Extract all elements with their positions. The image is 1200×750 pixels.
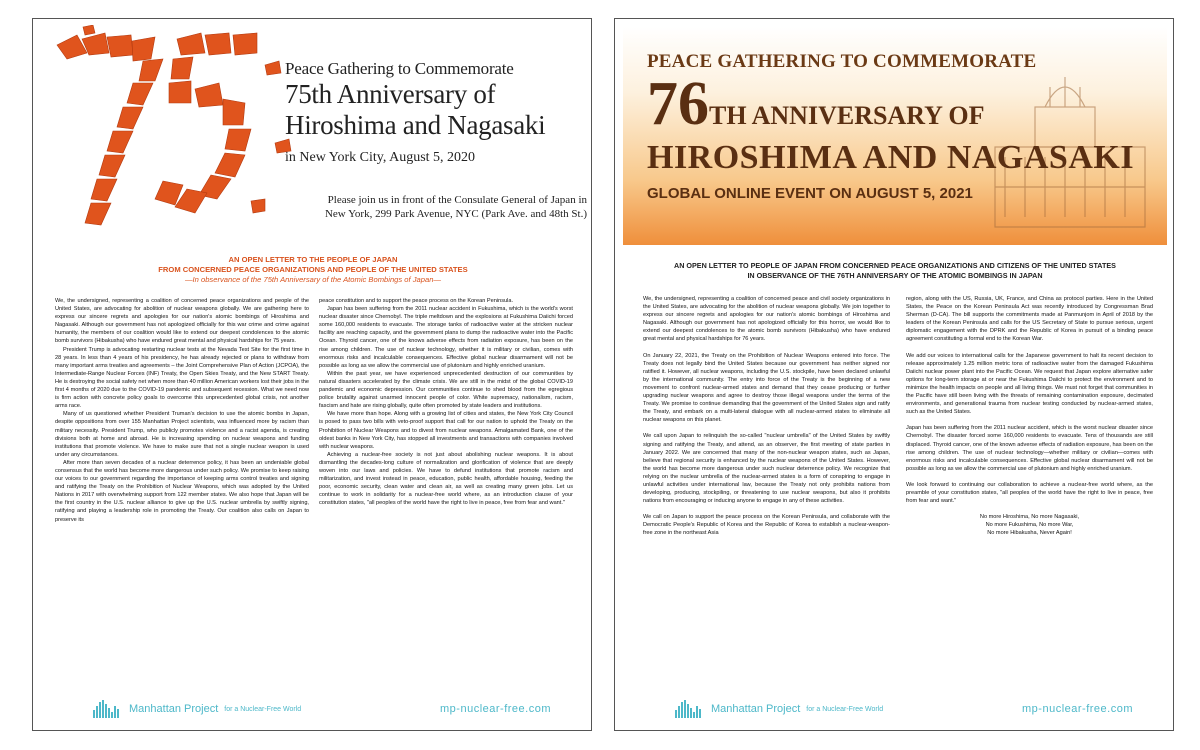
skyline-logo-icon <box>675 700 701 718</box>
paragraph: Within the past year, we have experienced unprecedented destruction of our communities by natural disasters accelerated by the climate crisis. We are still in the midst of the global COVID-19 pandemic and economic depression. Our communities continue to shed blood from the egregious police brutality against unarmed innocent people of color. White supremacy, nationalism, racism, fascism and hate are rising globally, quite often promoted by state leaders and institutions. <box>319 370 573 410</box>
event-title <box>285 59 585 167</box>
paragraph: On January 22, 2021, the Treaty on the Prohibition of Nuclear Weapons entered into force. The Treaty does not legally bind the United States because our government has neither signed nor ratified it. However, all nuclear weapons, including the U.S. stockpile, have been declared unlawful by the international community. The entry into force of the Treaty is the beginning of a new movement to confront nuclear-armed states and demand that they cease producing or further upgrading nuclear weapons and agree to destroy those illegal weapons under the terms of the Treaty. We promise to continue demanding that the government of the United States sign and ratify the Treaty, and embark on a multi-lateral dialogue with all nuclear-armed states to eliminate all nuclear weapons on this planet. <box>643 352 890 424</box>
paragraph: We call on Japan to support the peace process on the Korean Peninsula, and collaborate with the Democratic People's Republic of Korea and the Republic of Korea to establish a nuclear-weapon-free zone in the northeast Asia <box>643 514 890 537</box>
paragraph: Japan has been suffering from the 2011 nuclear accident, which is the worst nuclear disaster since Chernobyl. The disaster forced some 160,000 residents to evacuate. Tens of thousands are still displaced. Thyroid cancer, one of the known adverse effects of radiation exposure, has been on the rise among children. The use of nuclear technology—whether military or civilian—comes with enormous risks and incalculable consequences. Effective global nuclear disarmament will not be possible as long as we allow the commercial use of plutonium and highly enriched uranium. <box>906 425 1153 472</box>
paragraph: Japan has been suffering from the 2011 nuclear accident in Fukushima, which is the world's worst nuclear disaster since Chernobyl. The triple meltdown and the explosions at Fukushima Daiichi forced some 160,000 residents to evacuate. The storage tanks of radioactive water at the stricken nuclear facility are reaching capacity, and the government plans to dump the radioactive water into the Pacific Ocean. Thyroid cancer, one of the knows adverse effects from radiation exposure, has been on the rise among children. The use of nuclear technology, whether it is military or civilian, comes with enormous risks and incalculable consequences. Effective global nuclear disarmament will not be possible as long as we allow the commercial use of plutonium and highly enriched uranium. <box>319 306 573 369</box>
skyline-logo-icon <box>93 700 119 718</box>
heading-line-1: AN OPEN LETTER TO PEOPLE OF JAPAN FROM CONCERNED PEACE ORGANIZATIONS AND CITIZENS OF THE UNITED STATES <box>674 261 1116 270</box>
title-line-2: 75th Anniversary of <box>285 79 496 109</box>
org-subtitle: for a Nuclear-Free World <box>224 705 302 713</box>
paragraph: region, along with the US, Russia, UK, France, and China as protocol parties. Here in the United States, the Peace on the Korean Peninsula Act was recently introduced by Congressman Brad Sherman (D-CA). The bill supports the commitments made at Panmunjom in April of 2018 by the leaders of the Korean Peninsula and calls for the US Secretary of State to pursue serious, urgent diplomatic engagement with the DPRK and the Republic of Korea in pursuit of a binding peace agreement constituting a formal end to the Korean War. <box>906 296 1153 343</box>
paragraph: We, the undersigned, representing a coalition of concerned peace organizations and people of the United States, are advocating for abolition of nuclear weapons globally. We are gathering here to express our sincere regrets and apologies for our nation's atomic bombings of Hiroshima and Nagasaki. Although our government has not apologized officially for this war crime and crime against humanity, the members of our coalition would like to extend our deepest condolences to the atomic bomb survivors (Hibakusha) who have endured great mental and physical hardships for 75 years. <box>55 298 309 345</box>
paragraph: President Trump is advocating restarting nuclear tests at the Nevada Test Site for the first time in 28 years. In less than 4 years of his presidency, he has already rejected or plans to withdraw from many important arms treaties and agreements – the Joint Comprehensive Plan of Action (JCPOA), the Intermediate-Range Nuclear Forces (INF) Treaty, the Open Skies Treaty, and the New START Treaty. He is destroying the social safety net when more than 40 million American workers lost their jobs in the first 4 months of 2020 due to the COVID-19 pandemic and subsequent recession. What we need now is firm action with concrete policy goals to overcome this unprecedented global crisis, not another arms race. <box>55 346 309 410</box>
footer <box>675 700 1133 718</box>
slogan-line: No more Fukushima, No more War, <box>985 522 1074 529</box>
flyer-2021 <box>614 18 1174 731</box>
heading-line-2: FROM CONCERNED PEACE ORGANIZATIONS AND PEOPLE OF THE UNITED STATES <box>158 265 468 274</box>
title-line-1: Peace Gathering to Commemorate <box>285 59 514 78</box>
letter-body <box>643 295 1153 683</box>
letter-column-2 <box>319 297 573 693</box>
title-line-3: HIROSHIMA AND NAGASAKI <box>647 139 1135 176</box>
title-line-4: in New York City, August 5, 2020 <box>285 150 476 165</box>
paragraph: We, the undersigned, representing a coalition of concerned peace and civil society organizations in the United States, are advocating for the abolition of nuclear weapons globally. We join together to express our sincere regrets and apologies for our nation's atomic bombings of Hiroshima and Nagasaki. Although our government has not apologized officially for this horror, we would like to extend our deepest condolences to the atomic bomb survivors (Hibakusha) who have endured great mental and physical hardships for 76 years. <box>643 296 890 343</box>
anniversary-number: 76 <box>647 70 709 138</box>
letter-heading <box>53 255 573 285</box>
flyer-2020 <box>32 18 592 731</box>
letter-body <box>55 297 573 693</box>
org-url[interactable]: mp-nuclear-free.com <box>1022 703 1133 715</box>
closing-slogan <box>906 513 1153 537</box>
title-line-4: GLOBAL ONLINE EVENT ON AUGUST 5, 2021 <box>647 185 973 202</box>
paragraph: Achieving a nuclear-free society is not just about abolishing nuclear weapons. It is about dismantling the decades-long culture of normalization and glorification of violence that are deeply woven into our laws and policies. We have to defund institutions that promote racism and militarization, and invest instead in peace, education, public health, affordable housing, feeding the poor, economic security, clean water and clean air, as well as creating many green jobs. Let us continue to work in solidarity for a nuclear-free world where, as an introduction clause of your constitution states, "all peoples of the world have the right to live in peace, free from fear and want." <box>319 451 573 507</box>
letter-column-1 <box>643 295 890 683</box>
paragraph: We call upon Japan to relinquish the so-called "nuclear umbrella" of the United States by swiftly signing and ratifying the Treaty, and attend, as an observer, the first meeting of state parties in January 2022. We are concerned that many of the non-nuclear weapon states, such as Japan, believe that regional security is enhanced by the nuclear weapons of the United States. However, the world has become more dangerous under such nuclear deterrence policy. We recognize that relying on the nuclear umbrella of the nuclear-armed states is a form of conspiring to engage in unlawful activities under international law, because the Treaty not only prohibits nations from developing, producing, stockpiling, or threatening to use nuclear weapons, but also it prohibits nations from encouraging or inducing anyone to engage in any of these activities. <box>643 433 890 505</box>
title-line-2 <box>647 70 985 138</box>
header-banner <box>623 27 1167 245</box>
title-line-3: Hiroshima and Nagasaki <box>285 110 546 140</box>
paragraph: peace constitution and to support the peace process on the Korean Peninsula. <box>319 298 514 304</box>
paragraph: We look forward to continuing our collaboration to achieve a nuclear-free world where, as the preamble of your constitution states, "all peoples of the world have the right to live in peace, free from fear and want." <box>906 481 1153 505</box>
paragraph: After more than seven decades of a nuclear deterrence policy, it has been an undeniable global consensus that the world has become more dangerous under such policy. We promise to keep raising our voices to our government regarding the importance of keeping arms control treaties and signing and ratifying the Treaty on the Prohibition of Nuclear Weapons, which was adopted by the United Nations in 2017 with overwhelming support from 122 member states. We also hope that Japan will be the first country in the U.S. nuclear alliance to give up the U.S. nuclear umbrella by swiftly signing, ratifying and playing a leadership role in promoting the Treaty. Our coalition also calls on Japan to preserve its <box>55 459 309 523</box>
footer <box>93 700 551 718</box>
org-name: Manhattan Project <box>711 703 801 715</box>
letter-column-1 <box>55 297 309 693</box>
anniversary-label: TH ANNIVERSARY OF <box>709 101 985 130</box>
paragraph: We have more than hope. Along with a growing list of cities and states, the New York City Council is posed to pass two bills with veto-proof support that call for our nation to uphold the Treaty on the Prohibition of Nuclear Weapons and to divest from nuclear weapons. Amalgamated Bank, one of the oldest banks in New York City, has stopped all investments and transactions with companies involved with nuclear weapons. <box>319 411 573 450</box>
location-note <box>257 193 587 221</box>
letter-heading <box>631 261 1159 281</box>
letter-column-2 <box>906 295 1153 683</box>
join-line-1: Please join us in front of the Consulate General of Japan in <box>327 194 587 206</box>
org-url[interactable]: mp-nuclear-free.com <box>440 703 551 715</box>
slogan-line: No more Hiroshima, No more Nagasaki, <box>979 514 1080 521</box>
paragraph: We add our voices to international calls for the Japanese government to halt its recent decision to release approximately 1.25 million metric tons of radioactive water from the damaged Fukushima Daiichi nuclear power plant into the Pacific Ocean. We request that Japan explore alternative safer options for long-term storage at or near the Fukushima Daiichi to protect the environment and to minimize the health impacts on people and all living things. We must not forget that communities in the Pacific have still been living with the threats of remaining contamination exposure, decimated environments, and generational trauma from nuclear testing conducted by nuclear-armed states, such as the United States. <box>906 352 1153 416</box>
paragraph: Many of us questioned whether President Truman's decision to use the atomic bombs in Japan, despite oppositions from over 155 Manhattan Project scientists, was influenced more by racism than military necessity. President Trump, who publicly promotes violence and a racist agenda, is creating divisions both at home and abroad. He is increasing spending on nuclear weapons and funding institutions that promote violence. We have to make sure that not a single nuclear weapon is used under any circumstances. <box>55 411 309 458</box>
org-subtitle: for a Nuclear-Free World <box>806 705 884 713</box>
title-line-1: PEACE GATHERING TO COMMEMORATE <box>647 51 1037 72</box>
heading-line-2: IN OBSERVANCE OF THE 76TH ANNIVERSARY OF THE ATOMIC BOMBINGS IN JAPAN <box>747 271 1043 280</box>
join-line-2: New York, 299 Park Avenue, NYC (Park Ave. and 48th St.) <box>324 208 587 220</box>
heading-line-3: —In observance of the 75th Anniversary of the Atomic Bombings of Japan— <box>184 275 442 284</box>
heading-line-1: AN OPEN LETTER TO THE PEOPLE OF JAPAN <box>228 255 398 264</box>
org-name: Manhattan Project <box>129 703 219 715</box>
slogan-line: No more Hibakusha, Never Again! <box>987 530 1072 537</box>
